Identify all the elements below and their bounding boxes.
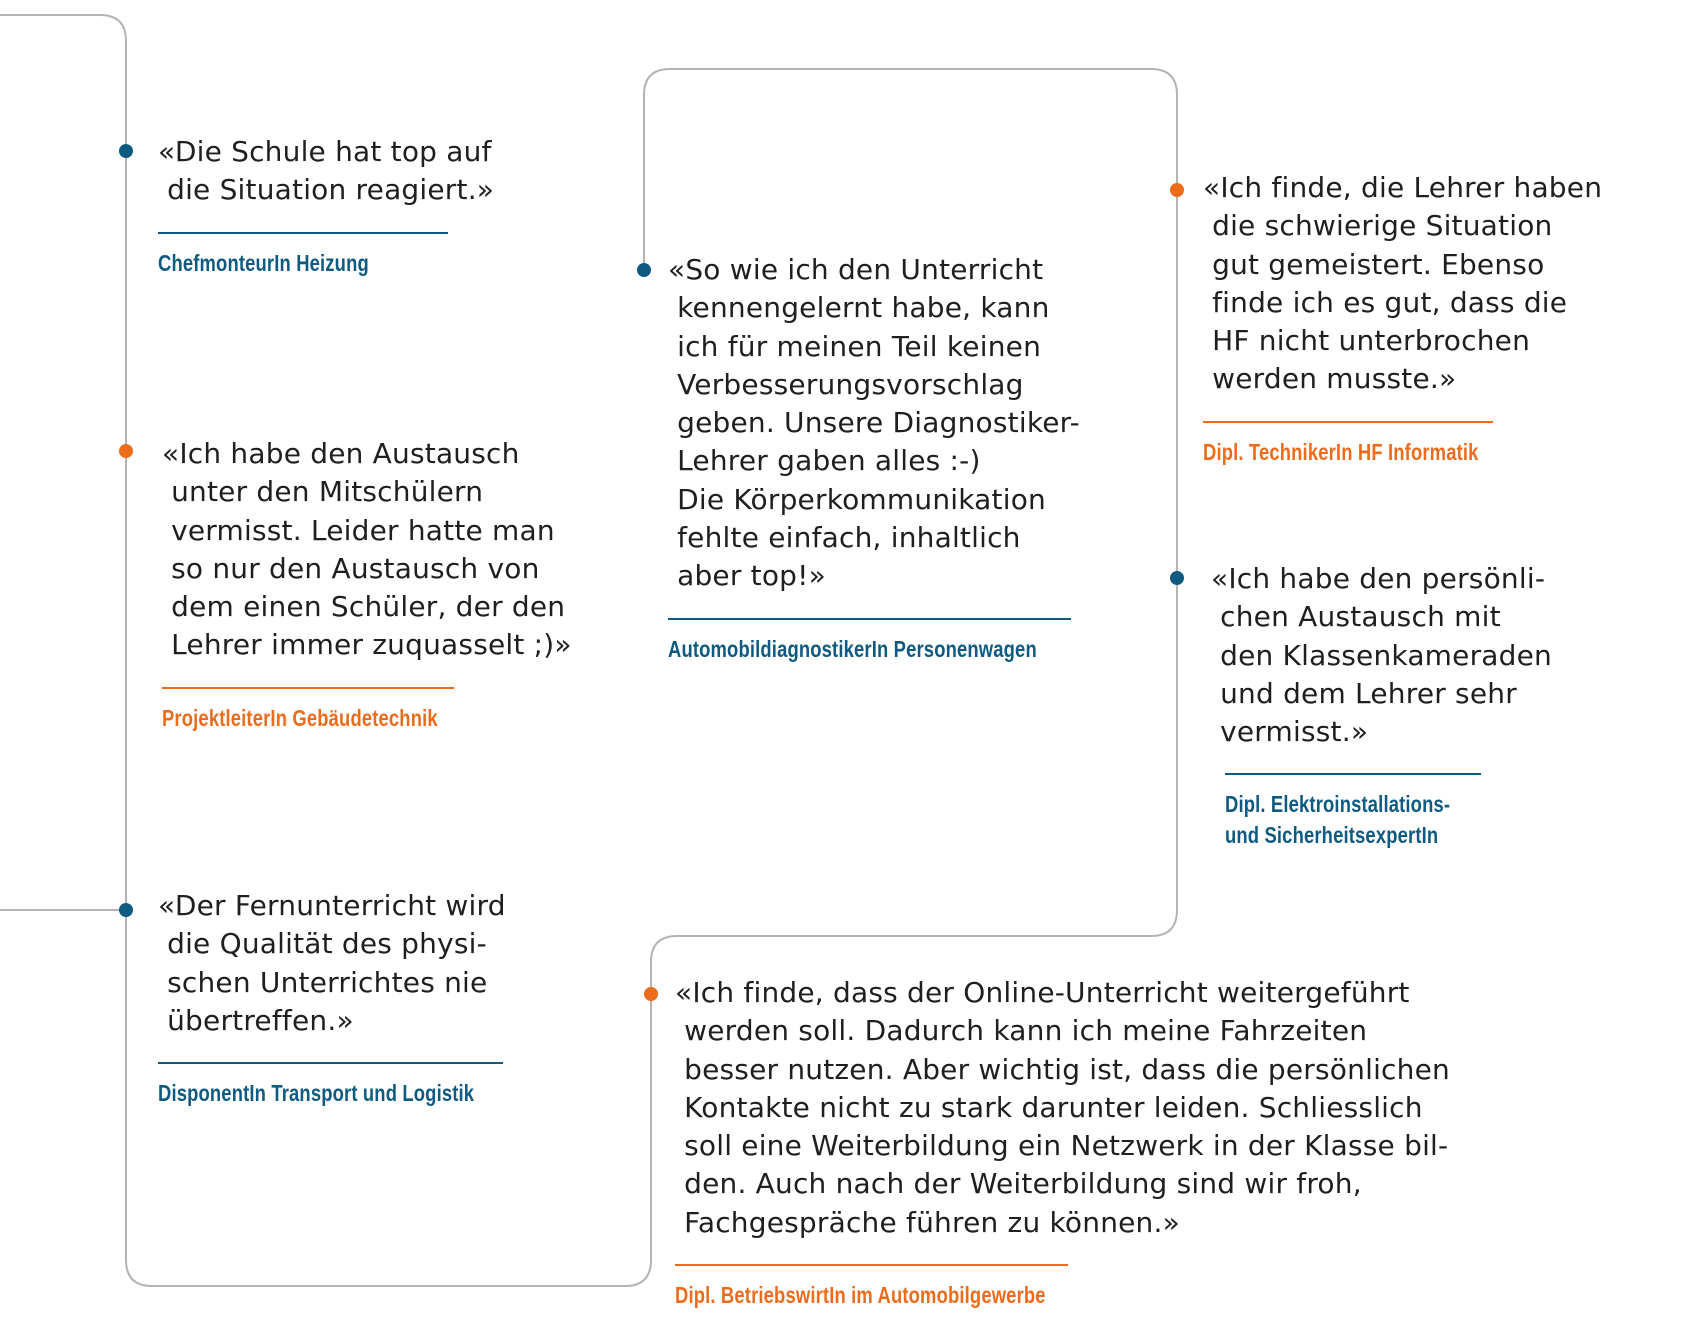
quote-text: «Ich habe den Austausch unter den Mitschülern vermisst. Leider hatte man so nur den Austausch von dem einen Schüler, der den Lehrer immer zuquasselt ;)» [162,437,572,662]
quote-card-disponent [158,887,506,1109]
quote-text: «Ich finde, die Lehrer haben die schwierige Situation gut gemeistert. Ebenso finde ich es gut, dass die HF nicht unterbrochen werden musste.» [1203,171,1603,396]
bullet-dot [1170,571,1184,585]
quote-author: Dipl. Elektroinstallations- und SicherheitsexpertIn [1225,791,1451,849]
quote-divider [162,687,454,689]
quote-text: «Ich finde, dass der Online-Unterricht weitergeführt werden soll. Dadurch kann ich meine Fahrzeiten besser nutzen. Aber wichtig ist, dass die persönlichen Kontakte nicht zu stark darunter leiden. Schliesslich soll eine Weiterbildung ein Netzwerk in der Klasse bil- den. Auch nach der Weiterbildung sind wir froh, Fachgespräche führen zu können.» [675,976,1450,1239]
quote-divider [1225,773,1481,775]
quote-divider [675,1264,1068,1266]
quote-card-projektleiter [162,435,580,734]
bullet-dot [637,263,651,277]
bullet-dot [644,987,658,1001]
quote-divider [668,618,1071,620]
quote-card-automobildiagnostiker [668,251,1080,665]
quote-divider [158,1062,503,1064]
bullet-dot [1170,183,1184,197]
quote-card-betriebswirt [675,974,1500,1311]
bullet-dot [119,903,133,917]
quote-text: «Die Schule hat top auf die Situation reagiert.» [158,135,495,207]
quote-author: Dipl. TechnikerIn HF Informatik [1203,438,1479,465]
quote-card-chefmonteur [158,133,495,279]
bullet-dot [119,444,133,458]
quote-text: «Ich habe den persönli- chen Austausch mit den Klassenkameraden und dem Lehrer sehr vermisst.» [1211,562,1552,749]
quote-author: DisponentIn Transport und Logistik [158,1080,475,1107]
quote-text: «So wie ich den Unterricht kennengelernt habe, kann ich für meinen Teil keinen Verbesserungsvorschlag geben. Unsere Diagnostiker- Lehrer gaben alles :-) Die Körperkommunikation fehlte einfach, inhaltlich aber top!» [668,253,1080,593]
quote-card-elektroinstallation [1211,560,1552,851]
quote-divider [1203,421,1493,423]
bullet-dot [119,144,133,158]
quote-author: ProjektleiterIn Gebäudetechnik [162,704,438,731]
quote-divider [158,232,448,234]
quote-text: «Der Fernunterricht wird die Qualität des physi- schen Unterrichtes nie übertreffen.» [158,889,506,1037]
quote-author: AutomobildiagnostikerIn Personenwagen [668,635,1037,662]
quote-card-techniker-informatik [1203,169,1621,468]
quote-author: Dipl. BetriebswirtIn im Automobilgewerbe [675,1282,1046,1309]
quote-author: ChefmonteurIn Heizung [158,249,369,276]
